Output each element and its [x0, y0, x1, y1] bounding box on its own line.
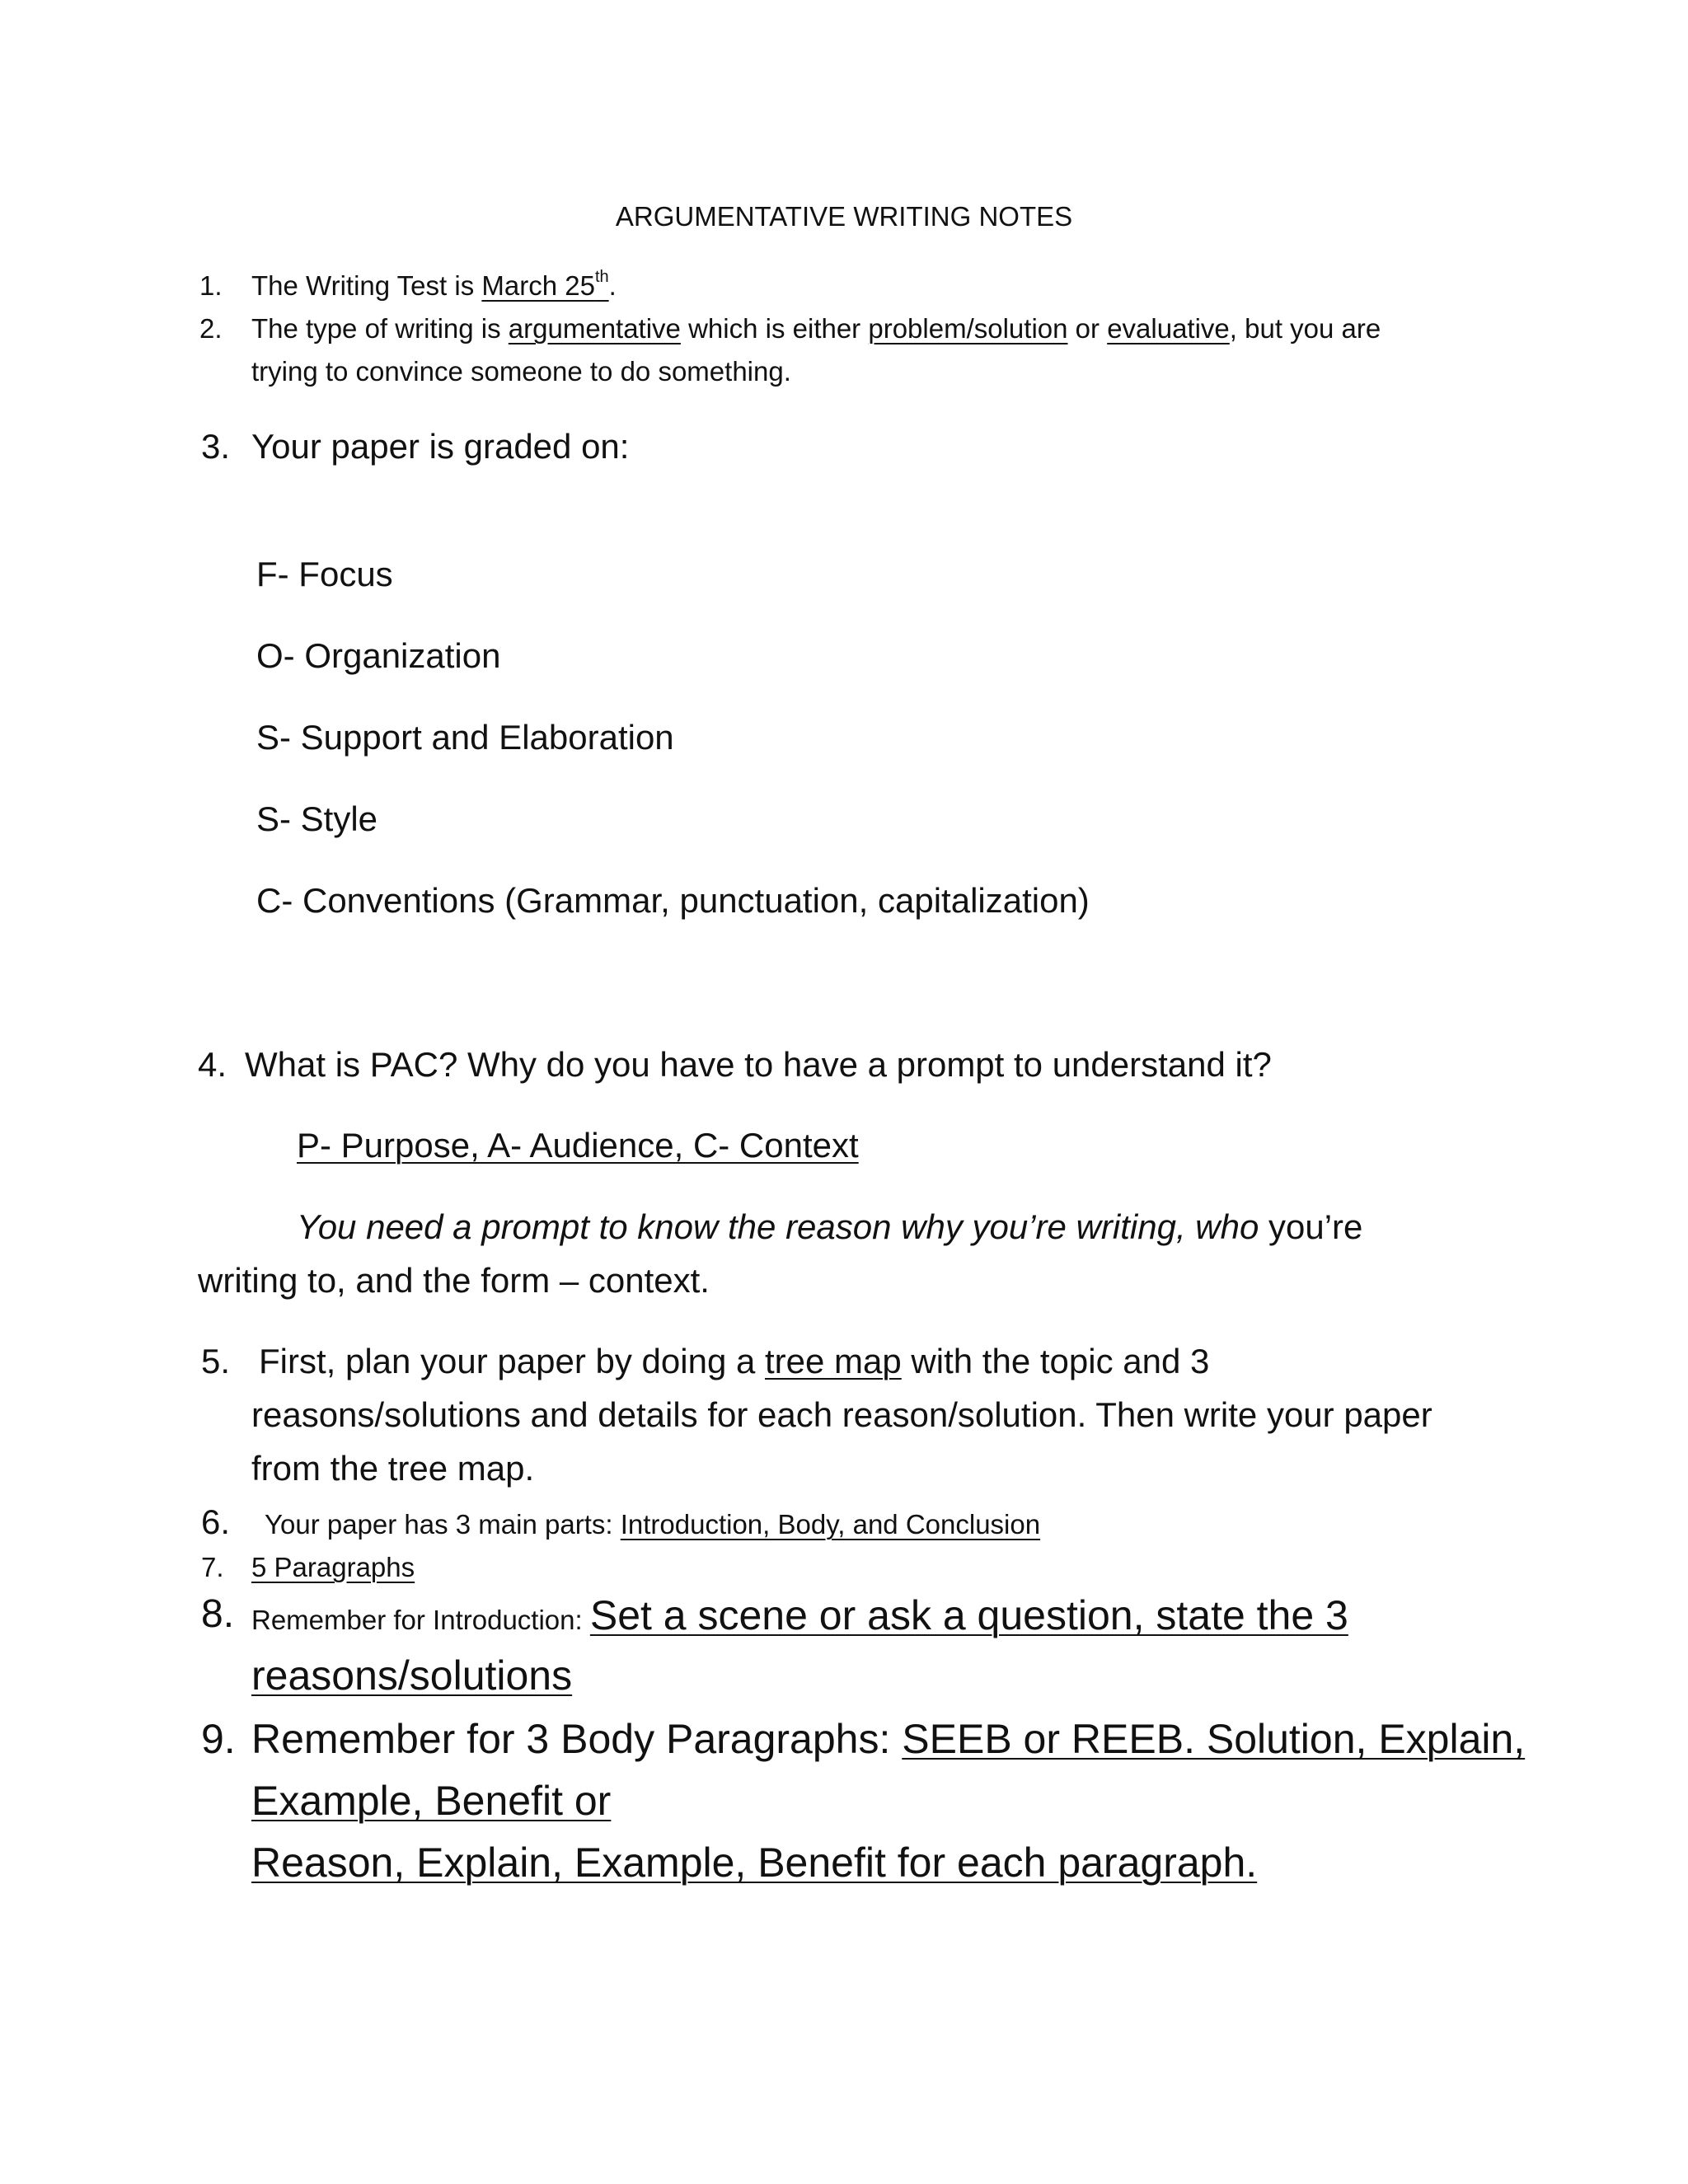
fosc-focus: F- Focus [256, 555, 393, 593]
item-8-text-line2: reasons/solutions [251, 1652, 573, 1699]
item-3-text: Your paper is graded on: [251, 427, 630, 466]
item-9-text: Remember for 3 Body Paragraphs: SEEB or REEB. Solution, Explain, [251, 1716, 1526, 1762]
term-evaluative: evaluative [1107, 313, 1230, 344]
item-6-number: 6. [201, 1502, 231, 1541]
fosc-support: S- Support and Elaboration [256, 718, 674, 757]
fosc-style: S- Style [256, 799, 378, 838]
body-reminder: SEEB or REEB. Solution, Explain, [902, 1716, 1526, 1762]
fosc-organization: O- Organization [256, 636, 501, 675]
item-1-number: 1. [199, 270, 223, 301]
item-9-text-line2: Example, Benefit or [251, 1778, 612, 1824]
item-5-text: First, plan your paper by doing a tree map with the topic and 3 [259, 1342, 1210, 1380]
item-5-text-line2: reasons/solutions and details for each reason/solution. Then write your paper [251, 1395, 1432, 1434]
fosc-conventions: C- Conventions (Grammar, punctuation, capitalization) [256, 881, 1090, 920]
item-2-number: 2. [199, 313, 223, 344]
pac-definition: P- Purpose, A- Audience, C- Context [297, 1126, 859, 1165]
item-5-number: 5. [201, 1342, 231, 1380]
intro-reminder: Set a scene or ask a question, state the 3 [589, 1592, 1348, 1638]
item-7-number: 7. [201, 1552, 224, 1582]
item-8-text: Remember for Introduction: Set a scene or ask a question, state the 3 [251, 1592, 1348, 1638]
pac-answer-line2: writing to, and the form – context. [198, 1261, 710, 1300]
item-7-text: 5 Paragraphs [251, 1552, 415, 1582]
term-main-parts: Introduction, Body, and Conclusion [620, 1509, 1041, 1540]
item-5-text-line3: from the tree map. [251, 1449, 535, 1488]
item-2-text-line2: trying to convince someone to do something. [251, 356, 791, 387]
item-4-number: 4. [198, 1045, 227, 1084]
item-1-text: The Writing Test is March 25th. [251, 268, 617, 301]
term-problem-solution: problem/solution [868, 313, 1068, 344]
item-8-number: 8. [201, 1592, 235, 1636]
term-argumentative: argumentative [508, 313, 681, 344]
term-tree-map: tree map [765, 1342, 902, 1380]
pac-answer: You need a prompt to know the reason why you’re writing, who you’re [297, 1207, 1363, 1246]
page-title: ARGUMENTATIVE WRITING NOTES [615, 201, 1073, 232]
item-9-text-line3: Reason, Explain, Example, Benefit for each paragraph. [251, 1840, 1258, 1886]
item-2-text: The type of writing is argumentative which is either problem/solution or evaluative, but you are [251, 313, 1381, 344]
item-9-number: 9. [201, 1716, 236, 1762]
item-4-text: What is PAC? Why do you have to have a prompt to understand it? [245, 1045, 1272, 1084]
test-date: March 25th [481, 268, 609, 301]
item-6-text: Your paper has 3 main parts: Introduction, Body, and Conclusion [265, 1509, 1041, 1540]
item-3-number: 3. [201, 427, 231, 466]
